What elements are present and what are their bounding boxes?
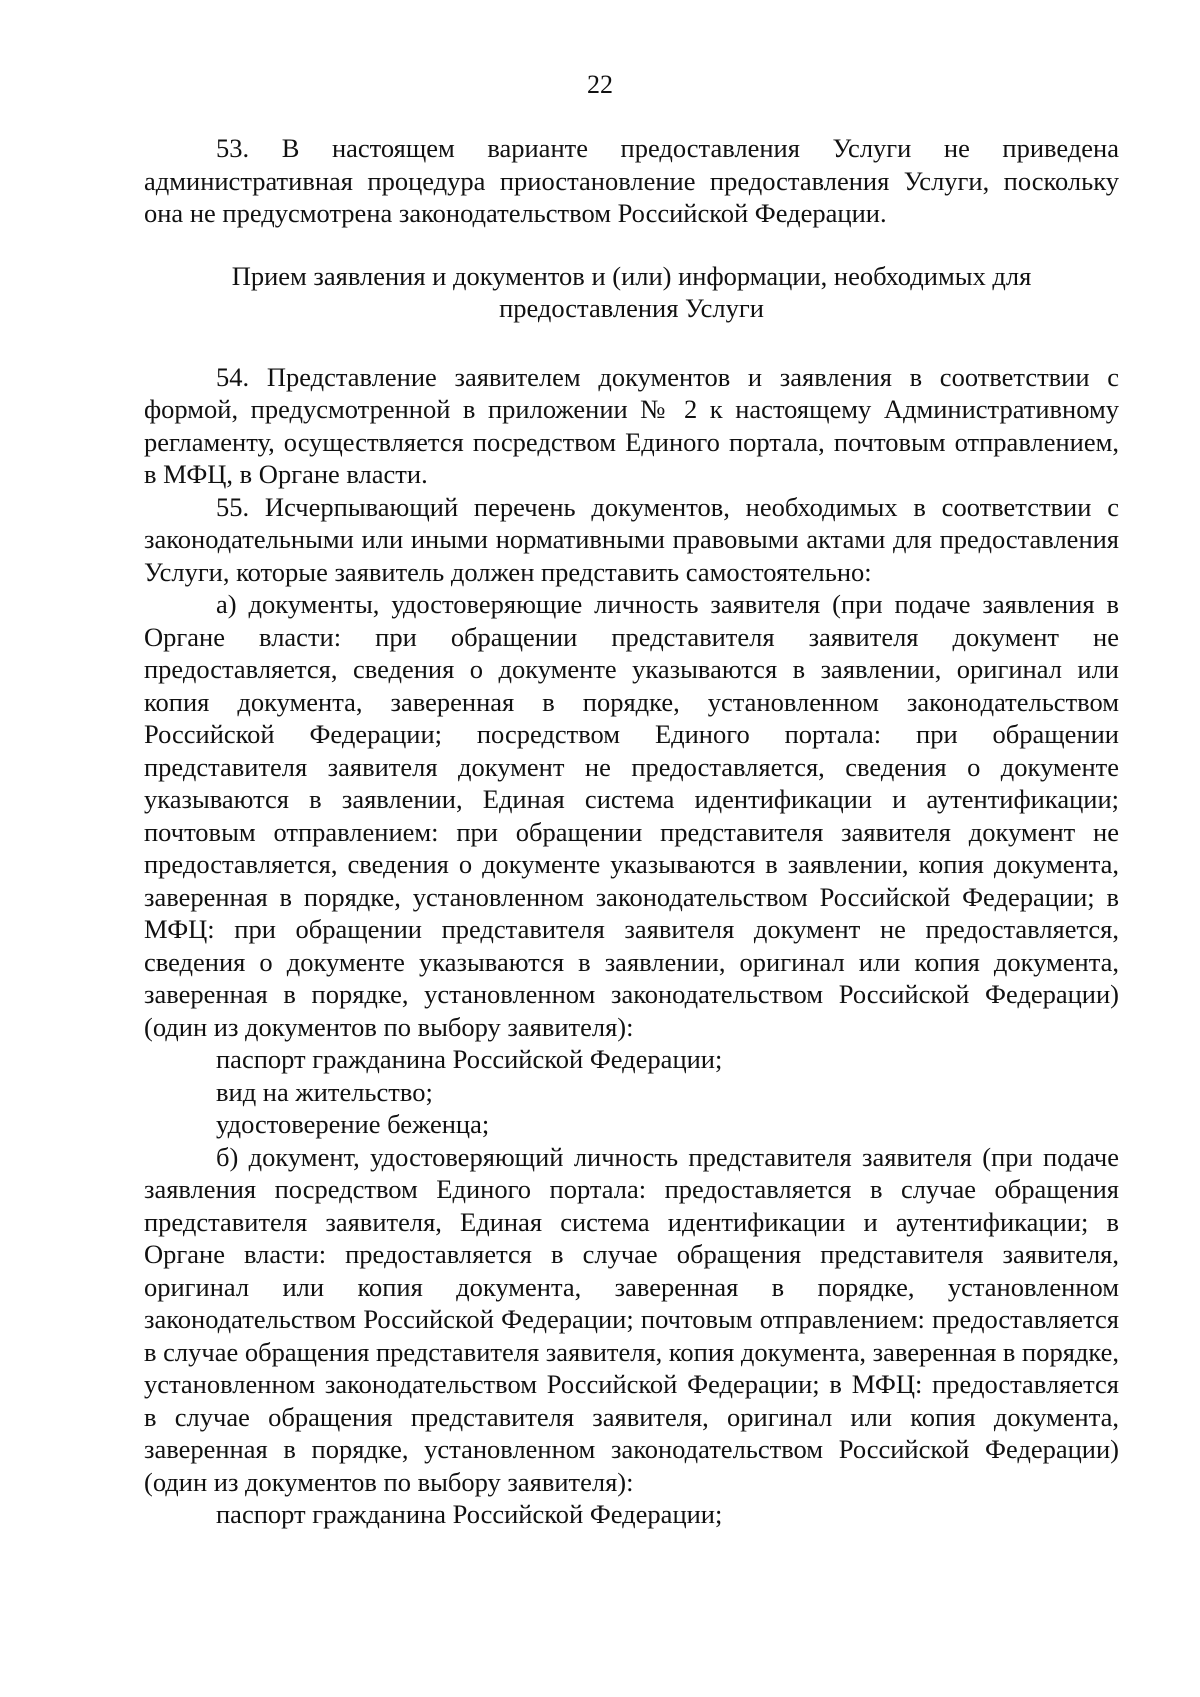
paragraph-53: 53. В настоящем варианте предоставления Услуги не приведена административная процедура приостановление предоставления Услуги, поскольку она не предусмотрена законодательством Российской Федерации. (144, 133, 1119, 228)
section-heading (144, 260, 1119, 325)
list-item: вид на жительство; (216, 1076, 433, 1107)
page-number: 22 (587, 70, 613, 99)
spacer (144, 325, 1119, 361)
document-list-b (144, 1498, 1119, 1531)
spacer (144, 230, 1119, 260)
document-body (144, 132, 1119, 1531)
list-item: паспорт гражданина Российской Федерации; (216, 1499, 723, 1529)
paragraph-54: 54. Представление заявителем документов и заявления в соответствии с формой, предусмотренной в приложении № 2 к настоящему Административному регламенту, осуществляется посредством Единого портала, почтовым отправлением, в МФЦ, в Органе власти. (144, 361, 1119, 489)
paragraph-55: 55. Исчерпывающий перечень документов, необходимых в соответствии с законодательными или иными нормативными правовыми актами для предоставления Услуги, которые заявитель должен представить самостоятельно: (144, 491, 1119, 587)
paragraph-55-b: б) документ, удостоверяющий личность представителя заявителя (при подаче заявления посредством Единого портала: предоставляется в случае обращения представителя заявителя, Единая система идентификации и аутентификации; в Органе власти: предоставляется в случае обращения представителя заявителя, оригинал или копия документа, заверенная в порядке, установленном законодательством Российской Федерации; почтовым отправлением: предоставляется в случае обращения представителя заявителя, копия документа, заверенная в порядке, установленном законодательством Российской Федерации; в МФЦ: предоставляется в случае обращения представителя заявителя, оригинал или копия документа, заверенная в порядке, установленном законодательством Российской Федерации) (один из документов по выбору заявителя): (144, 1141, 1120, 1497)
list-item: удостоверение беженца; (216, 1109, 490, 1139)
document-list-a (144, 1043, 1119, 1141)
paragraph-55-a: а) документы, удостоверяющие личность заявителя (при подаче заявления в Органе власти: при обращении представителя заявителя документ не предоставляется, сведения о документе указываются в заявлении, оригинал или копия документа, заверенная в порядке, установленном законодательством Российской Федерации; посредством Единого портала: при обращении представителя заявителя документ не предоставляется, сведения о документе указываются в заявлении, Единая система идентификации и аутентификации; почтовым отправлением: при обращении представителя заявителя документ не предоставляется, сведения о документе указываются в заявлении, копия документа, заверенная в порядке, установленном законодательством Российской Федерации; в МФЦ: при обращении представителя заявителя документ не предоставляется, сведения о документе указываются в заявлении, оригинал или копия документа, заверенная в порядке, установленном законодательством Российской Федерации) (один из документов по выбору заявителя): (144, 589, 1119, 1042)
list-item: паспорт гражданина Российской Федерации; (216, 1044, 723, 1074)
section-heading-line-2: предоставления Услуги (499, 293, 764, 323)
section-heading-line-1: Прием заявления и документов и (или) информации, необходимых для (231, 260, 1032, 291)
